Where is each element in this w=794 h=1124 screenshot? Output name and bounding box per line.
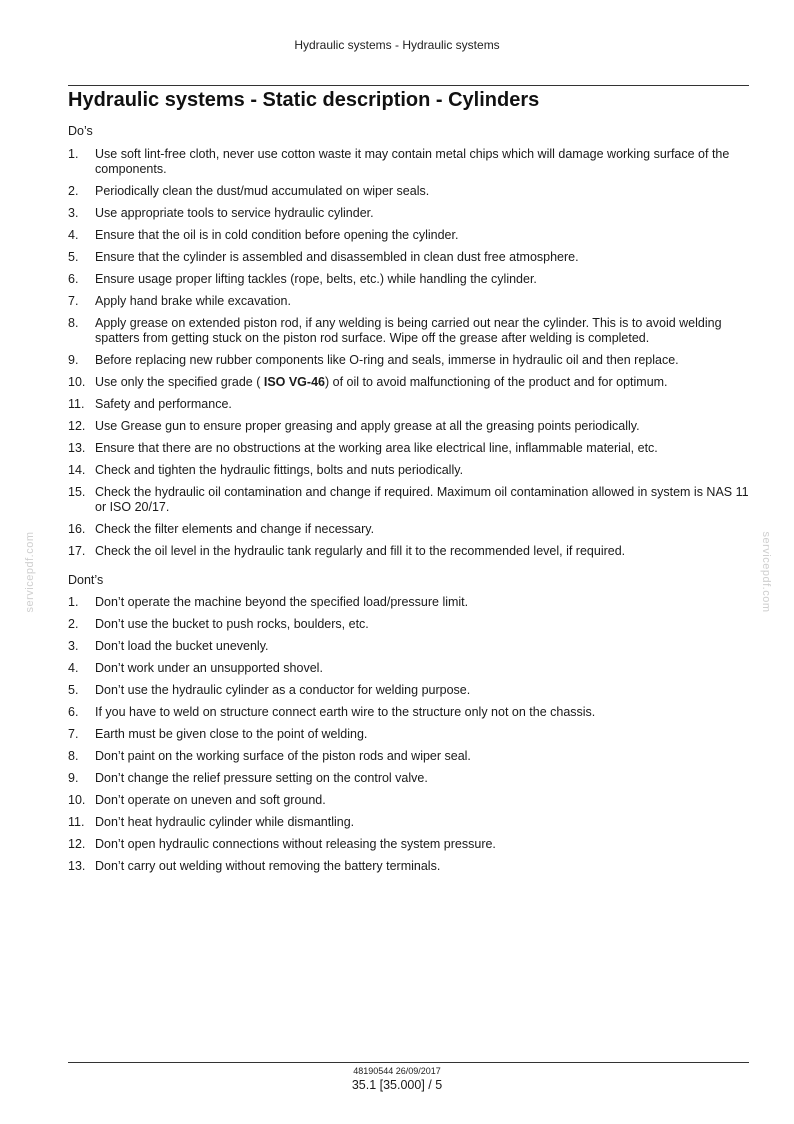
dos-list-item bbox=[68, 353, 752, 368]
footer-divider bbox=[68, 1062, 749, 1063]
list-item-text: Safety and performance. bbox=[95, 397, 232, 411]
list-item-number: 8. bbox=[68, 749, 79, 763]
list-item-number: 2. bbox=[68, 617, 79, 631]
list-item-number: 3. bbox=[68, 206, 79, 220]
dos-list-item bbox=[68, 397, 752, 412]
page-title: Hydraulic systems - Static description - Cylinders bbox=[68, 89, 540, 111]
donts-list-item bbox=[68, 661, 752, 676]
footer-page-reference: 35.1 [35.000] / 5 bbox=[351, 1078, 443, 1092]
list-item-number: 7. bbox=[68, 294, 79, 308]
list-item-number: 10. bbox=[68, 375, 86, 389]
list-item-number: 9. bbox=[68, 771, 79, 785]
list-item-text: Apply grease on extended piston rod, if any welding is being carried out near the cylinder. This is to avoid welding spatters from getting stuck on the piston rod surface. Wipe off the grease after welding is completed. bbox=[95, 316, 722, 345]
list-item-text: Don’t operate on uneven and soft ground. bbox=[95, 793, 326, 807]
dos-list-item bbox=[68, 250, 752, 265]
list-item-number: 11. bbox=[68, 397, 85, 411]
list-item-text: Check the oil level in the hydraulic tank regularly and fill it to the recommended level, if required. bbox=[95, 544, 626, 558]
watermark-left: servicepdf.com bbox=[24, 531, 36, 613]
dos-list bbox=[68, 147, 752, 566]
dos-section-label: Do’s bbox=[68, 124, 93, 138]
donts-list-item bbox=[68, 595, 752, 610]
dos-list-item bbox=[68, 272, 752, 287]
list-item-text: Check and tighten the hydraulic fittings, bolts and nuts periodically. bbox=[95, 463, 464, 477]
dos-list-item bbox=[68, 544, 752, 559]
list-item-text: Ensure usage proper lifting tackles (rope, belts, etc.) while handling the cylinder. bbox=[95, 272, 537, 286]
list-item-text: Don’t heat hydraulic cylinder while dismantling. bbox=[95, 815, 355, 829]
dos-list-item bbox=[68, 485, 752, 515]
list-item-text: Don’t use the bucket to push rocks, boulders, etc. bbox=[95, 617, 369, 631]
list-item-text: Don’t load the bucket unevenly. bbox=[95, 639, 269, 653]
list-item-number: 4. bbox=[68, 228, 79, 242]
list-item-text: Check the hydraulic oil contamination and change if required. Maximum oil contamination allowed in system is NAS 11 or ISO 20/17. bbox=[95, 485, 749, 514]
list-item-number: 15. bbox=[68, 485, 86, 499]
list-item-number: 7. bbox=[68, 727, 79, 741]
running-header: Hydraulic systems - Hydraulic systems bbox=[294, 38, 500, 52]
footer-document-id: 48190544 26/09/2017 bbox=[353, 1066, 441, 1076]
donts-list-item bbox=[68, 859, 752, 874]
grade-spec-bold: ISO VG-46 bbox=[263, 375, 325, 389]
donts-section-label: Dont’s bbox=[68, 573, 104, 587]
dos-list-item bbox=[68, 228, 752, 243]
dos-list-item bbox=[68, 184, 752, 199]
header-divider bbox=[68, 85, 749, 86]
list-item-text-part: ) of oil to avoid malfunctioning of the product and for optimum. bbox=[324, 375, 668, 389]
dos-list-item bbox=[68, 316, 752, 346]
list-item-text bbox=[95, 375, 668, 389]
list-item-text: Check the filter elements and change if necessary. bbox=[95, 522, 375, 536]
donts-list-item bbox=[68, 639, 752, 654]
list-item-text: Use Grease gun to ensure proper greasing and apply grease at all the greasing points periodically. bbox=[95, 419, 640, 433]
donts-list-item bbox=[68, 837, 752, 852]
list-item-text: Don’t change the relief pressure setting on the control valve. bbox=[95, 771, 428, 785]
list-item-text: Before replacing new rubber components like O-ring and seals, immerse in hydraulic oil and then replace. bbox=[95, 353, 679, 367]
list-item-number: 2. bbox=[68, 184, 79, 198]
list-item-number: 9. bbox=[68, 353, 79, 367]
list-item-text: Don’t paint on the working surface of the piston rods and wiper seal. bbox=[95, 749, 471, 763]
list-item-text: Don’t work under an unsupported shovel. bbox=[95, 661, 323, 675]
donts-list-item bbox=[68, 793, 752, 808]
list-item-number: 1. bbox=[68, 595, 79, 609]
dos-list-item bbox=[68, 206, 752, 221]
list-item-number: 5. bbox=[68, 683, 79, 697]
list-item-text: If you have to weld on structure connect earth wire to the structure only not on the chassis. bbox=[95, 705, 596, 719]
dos-list-item bbox=[68, 419, 752, 434]
dos-list-item bbox=[68, 375, 752, 390]
donts-list-item bbox=[68, 749, 752, 764]
list-item-number: 4. bbox=[68, 661, 79, 675]
list-item-number: 16. bbox=[68, 522, 86, 536]
list-item-number: 17. bbox=[68, 544, 86, 558]
donts-list-item bbox=[68, 815, 752, 830]
list-item-text: Earth must be given close to the point of welding. bbox=[95, 727, 368, 741]
list-item-text: Use appropriate tools to service hydraulic cylinder. bbox=[95, 206, 374, 220]
dos-list-item bbox=[68, 147, 752, 177]
list-item-number: 12. bbox=[68, 419, 86, 433]
list-item-number: 11. bbox=[68, 815, 85, 829]
donts-list-item bbox=[68, 771, 752, 786]
list-item-text: Ensure that there are no obstructions at the working area like electrical line, inflammable material, etc. bbox=[95, 441, 658, 455]
list-item-number: 5. bbox=[68, 250, 79, 264]
list-item-number: 13. bbox=[68, 859, 86, 873]
list-item-text: Don’t operate the machine beyond the specified load/pressure limit. bbox=[95, 595, 469, 609]
list-item-number: 10. bbox=[68, 793, 86, 807]
watermark-right: servicepdf.com bbox=[760, 531, 772, 613]
list-item-number: 8. bbox=[68, 316, 79, 330]
list-item-text: Ensure that the oil is in cold condition before opening the cylinder. bbox=[95, 228, 459, 242]
dos-list-item bbox=[68, 294, 752, 309]
list-item-number: 6. bbox=[68, 272, 79, 286]
list-item-text: Ensure that the cylinder is assembled and disassembled in clean dust free atmosphere. bbox=[95, 250, 579, 264]
dos-list-item bbox=[68, 522, 752, 537]
list-item-number: 12. bbox=[68, 837, 86, 851]
donts-list-item bbox=[68, 683, 752, 698]
list-item-text: Don’t carry out welding without removing the battery terminals. bbox=[95, 859, 441, 873]
list-item-number: 13. bbox=[68, 441, 86, 455]
list-item-number: 14. bbox=[68, 463, 86, 477]
list-item-text: Use soft lint-free cloth, never use cotton waste it may contain metal chips which will damage working surface of the components. bbox=[95, 147, 730, 176]
dos-list-item bbox=[68, 441, 752, 456]
list-item-text-part: Use only the specified grade ( bbox=[95, 375, 264, 389]
donts-list-item bbox=[68, 705, 752, 720]
list-item-text: Apply hand brake while excavation. bbox=[95, 294, 291, 308]
list-item-number: 6. bbox=[68, 705, 79, 719]
donts-list-item bbox=[68, 727, 752, 742]
list-item-number: 1. bbox=[68, 147, 79, 161]
list-item-text: Don’t open hydraulic connections without releasing the system pressure. bbox=[95, 837, 496, 851]
list-item-number: 3. bbox=[68, 639, 79, 653]
donts-list bbox=[68, 595, 752, 881]
dos-list-item bbox=[68, 463, 752, 478]
donts-list-item bbox=[68, 617, 752, 632]
list-item-text: Periodically clean the dust/mud accumulated on wiper seals. bbox=[95, 184, 430, 198]
list-item-text: Don’t use the hydraulic cylinder as a conductor for welding purpose. bbox=[95, 683, 471, 697]
